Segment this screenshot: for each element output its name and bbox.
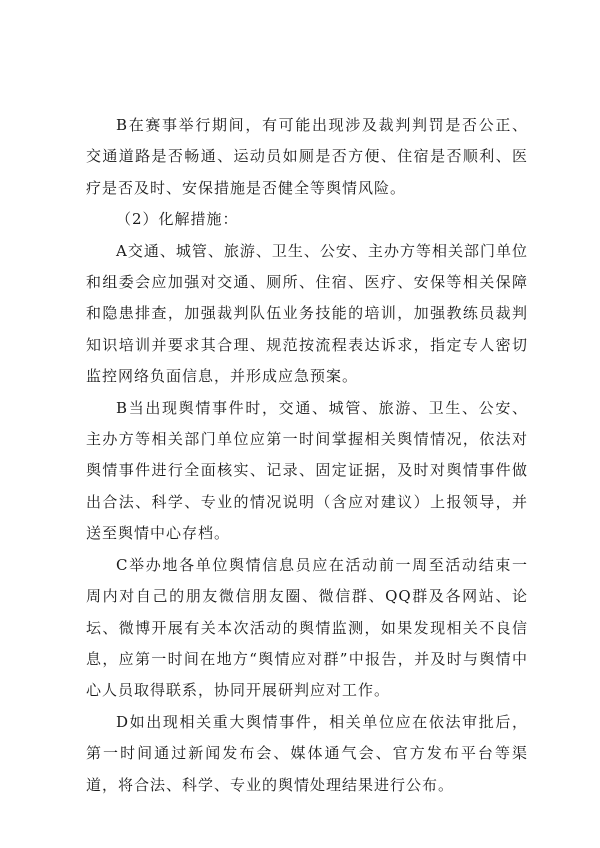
paragraph-measure-d: D如出现相关重大舆情事件，相关单位应在依法审批后，第一时间通过新闻发布会、媒体通气会、官方发布平台等渠道，将合法、科学、专业的舆情处理结果进行公布。	[86, 712, 528, 794]
section-heading-mitigation: （2）化解措施：	[116, 210, 239, 229]
paragraph-measure-b: B当出现舆情事件时，交通、城管、旅游、卫生、公安、主办方等相关部门单位应第一时间掌握相关舆情情况，依法对舆情事件进行全面核实、记录、固定证据，及时对舆情事件做出合法、科学、专业的情况说明（含应对建议）上报领导，并送至舆情中心存档。	[86, 398, 528, 543]
paragraph-measure-a: A交通、城管、旅游、卫生、公安、主办方等相关部门单位和组委会应加强对交通、厕所、住宿、医疗、安保等相关保障和隐患排查，加强裁判队伍业务技能的培训，加强教练员裁判知识培训并要求其合理、规范按流程表达诉求，指定专人密切监控网络负面信息，并形成应急预案。	[86, 241, 528, 386]
paragraph-measure-c: C举办地各单位舆情信息员应在活动前一周至活动结束一周内对自己的朋友微信朋友圈、微信群、QQ群及各网站、论坛、微博开展有关本次活动的舆情监测，如果发现相关不良信息，应第一时间在地方“舆情应对群”中报告，并及时与舆情中心人员取得联系，协同开展研判应对工作。	[86, 555, 528, 700]
paragraph-risk-b: B在赛事举行期间，有可能出现涉及裁判判罚是否公正、交通道路是否畅通、运动员如厕是否方便、住宿是否顺利、医疗是否及时、安保措施是否健全等舆情风险。	[86, 116, 528, 197]
